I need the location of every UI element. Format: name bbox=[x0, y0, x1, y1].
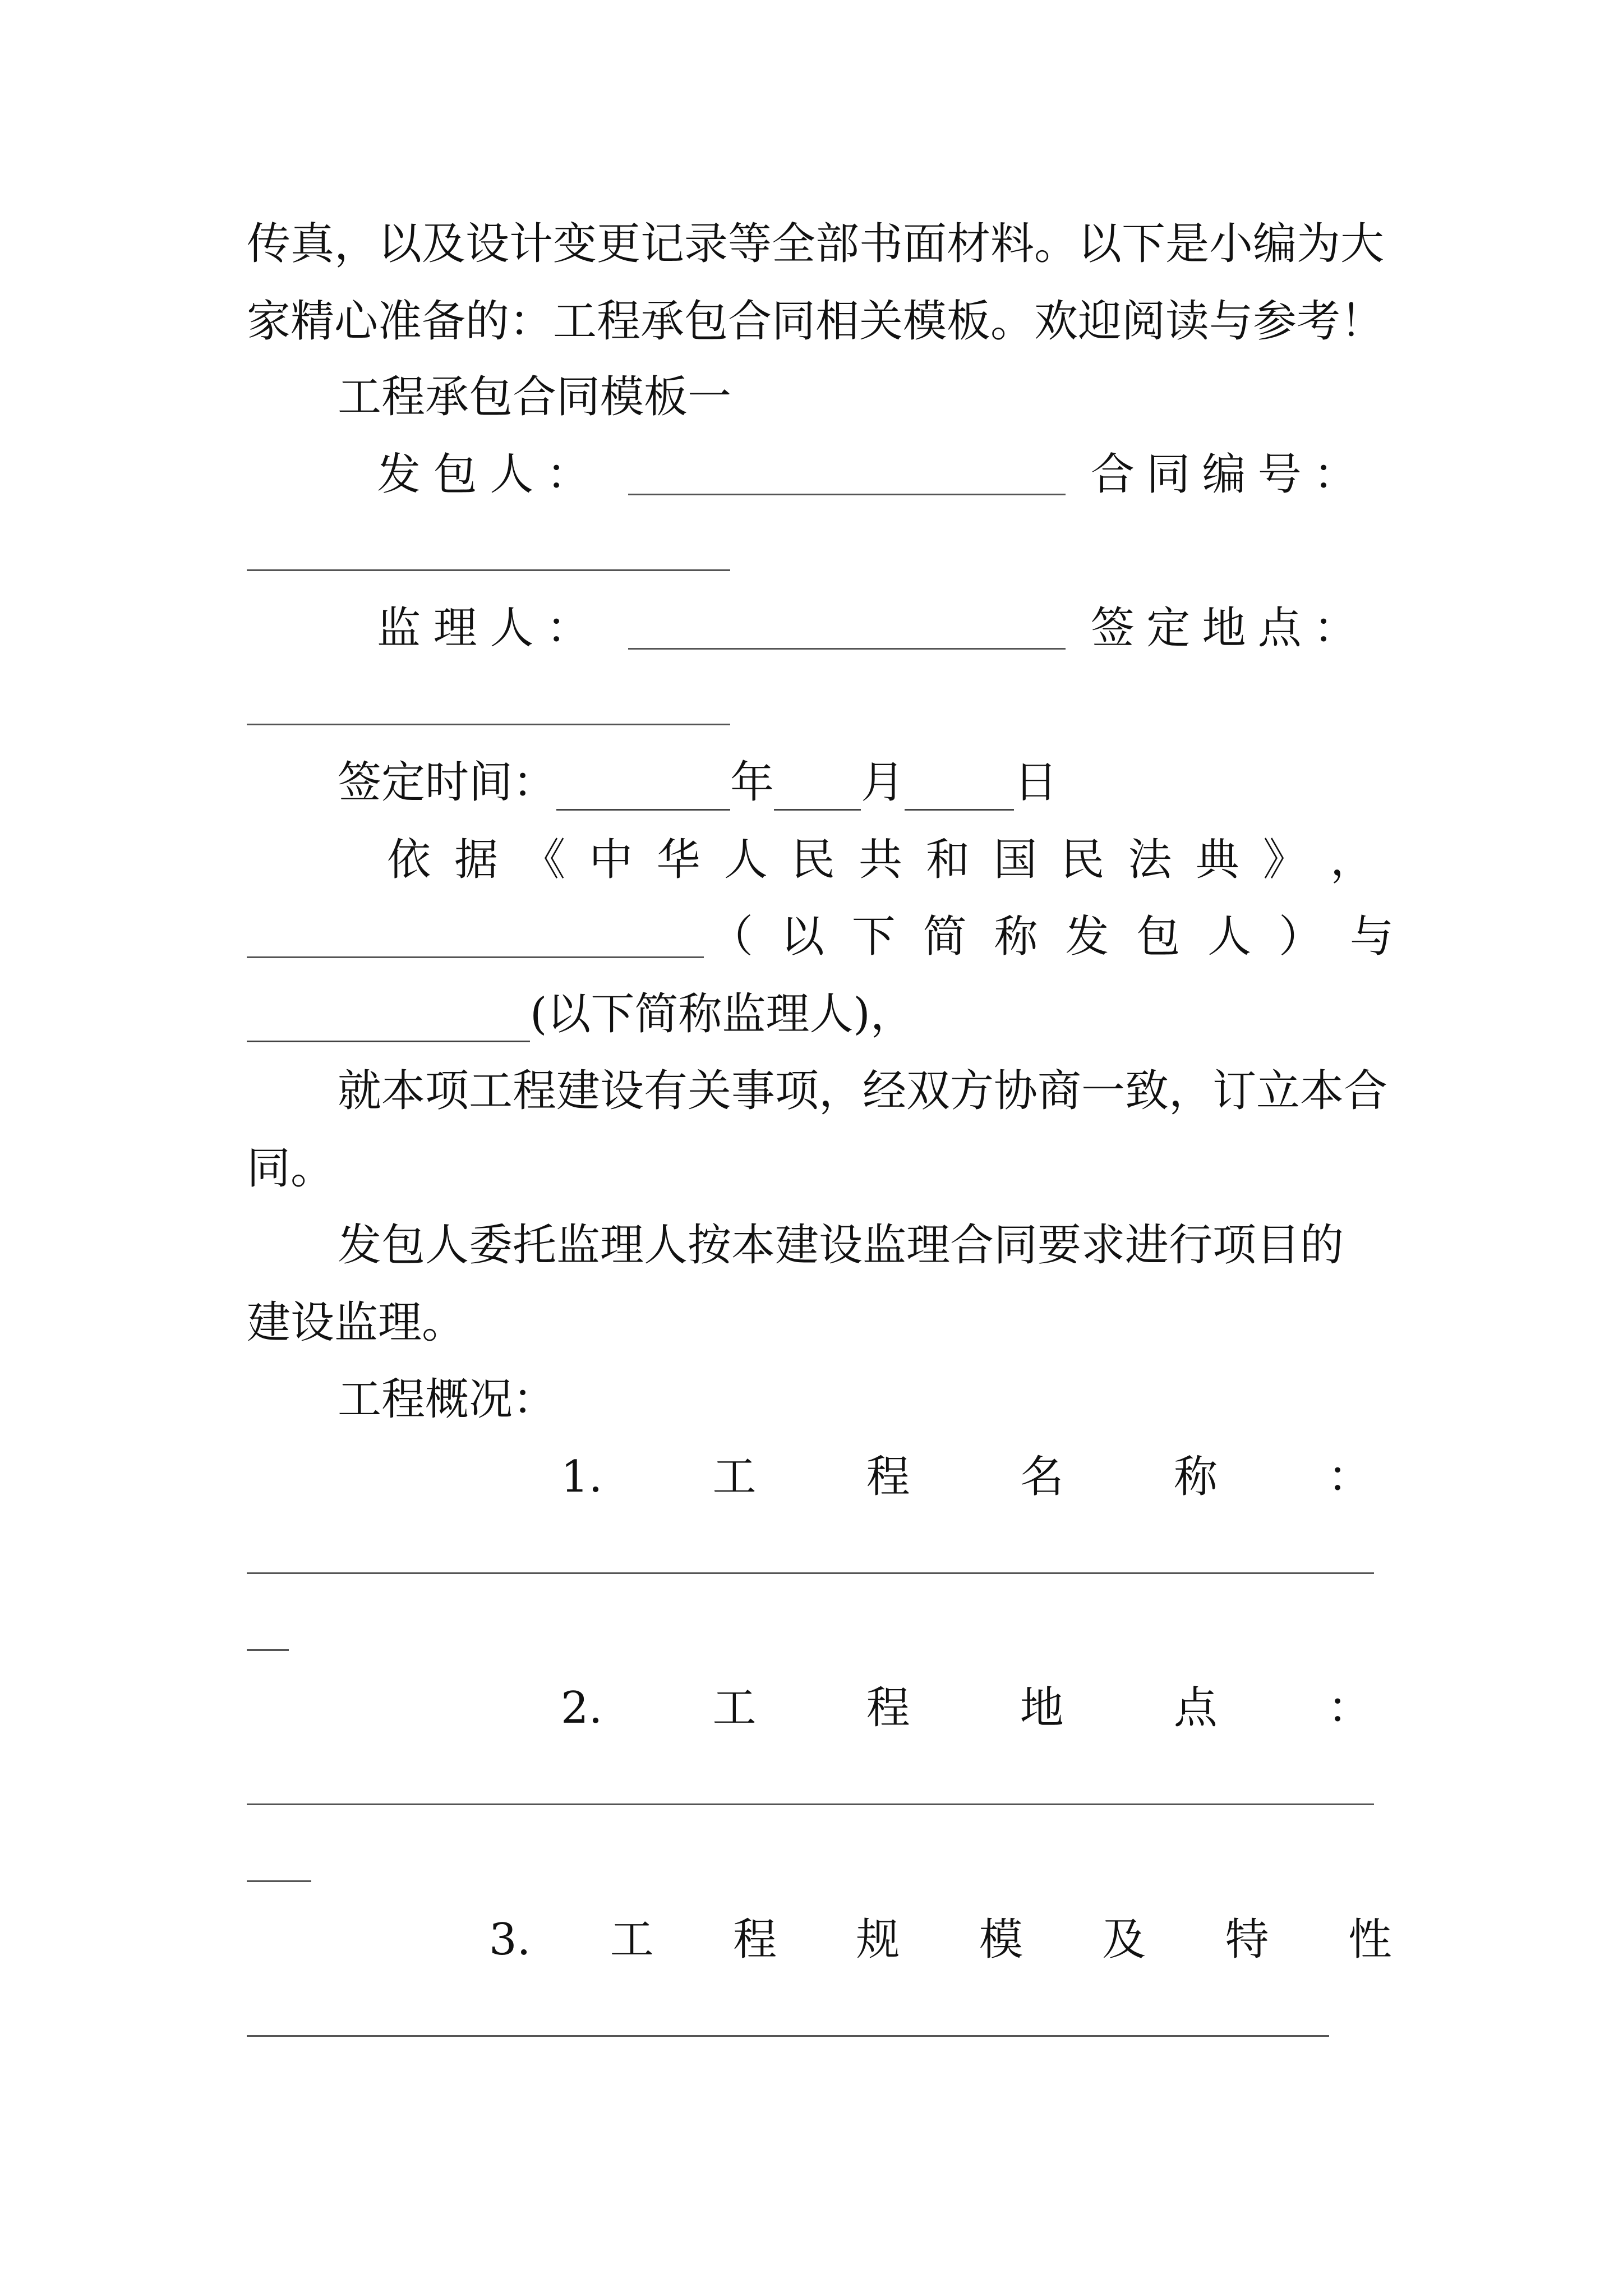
intro-line-1: 传真，以及设计变更记录等全部书面材料。以下是小编为大 bbox=[247, 219, 1385, 269]
overview-title: 工程概况： bbox=[338, 1374, 557, 1425]
overview-item-2: 2. 工 程 地 点 ： bbox=[561, 1683, 1371, 1733]
clause2-line-2: 建设监理。 bbox=[247, 1297, 466, 1348]
overview-item-1: 1. 工 程 名 称 ： bbox=[561, 1452, 1371, 1502]
sign-day-blank[interactable] bbox=[905, 764, 1014, 811]
month-label: 月 bbox=[861, 757, 905, 808]
sign-month-blank[interactable] bbox=[774, 764, 861, 811]
clause2-line-1: 发包人委托监理人按本建设监理合同要求进行项目的 bbox=[338, 1220, 1344, 1271]
contract-no-blank[interactable] bbox=[247, 569, 730, 571]
intro-line-2: 家精心准备的：工程承包合同相关模板。欢迎阅读与参考！ bbox=[247, 296, 1385, 347]
sign-time-label: 签定时间： bbox=[338, 757, 557, 808]
contract-no-label: 合 同 编 号 ： bbox=[1091, 449, 1357, 500]
issuer-blank[interactable] bbox=[628, 494, 1066, 495]
day-label: 日 bbox=[1014, 757, 1058, 808]
supervisor-blank[interactable] bbox=[628, 648, 1066, 650]
project-name-blank[interactable] bbox=[247, 1572, 1374, 1574]
supervisor-label: 监 理 人 ： bbox=[377, 603, 590, 654]
basis-line: 依 据 《 中 华 人 民 共 和 国 民 法 典 》 ， bbox=[387, 835, 1374, 885]
issuer-name-blank[interactable] bbox=[247, 956, 704, 958]
sign-place-blank[interactable] bbox=[247, 724, 730, 725]
supervisor-abbr-row bbox=[247, 986, 1391, 1042]
issuer-label: 发 包 人 ： bbox=[377, 449, 590, 500]
project-location-blank-cont[interactable] bbox=[247, 1880, 311, 1882]
clause1-line-1: 就本项工程建设有关事项，经双方协商一致，订立本合 bbox=[338, 1066, 1388, 1116]
supervisor-name-blank[interactable] bbox=[247, 996, 530, 1042]
sign-place-label: 签 定 地 点 ： bbox=[1091, 603, 1357, 654]
project-scale-blank[interactable] bbox=[247, 2035, 1329, 2037]
supervisor-abbr: (以下简称监理人)， bbox=[530, 989, 914, 1039]
overview-item-3: 3. 工 程 规 模 及 特 性 bbox=[489, 1915, 1392, 1965]
sign-year-blank[interactable] bbox=[556, 764, 730, 811]
template-title: 工程承包合同模板一 bbox=[338, 372, 732, 422]
sign-time-row bbox=[338, 754, 1482, 811]
clause1-line-2: 同。 bbox=[247, 1143, 335, 1194]
year-label: 年 bbox=[730, 757, 774, 808]
project-name-blank-cont[interactable] bbox=[247, 1649, 289, 1651]
project-location-blank[interactable] bbox=[247, 1803, 1374, 1805]
issuer-abbr-line: （ 以 下 简 称 发 包 人 ） 与 bbox=[709, 912, 1394, 962]
